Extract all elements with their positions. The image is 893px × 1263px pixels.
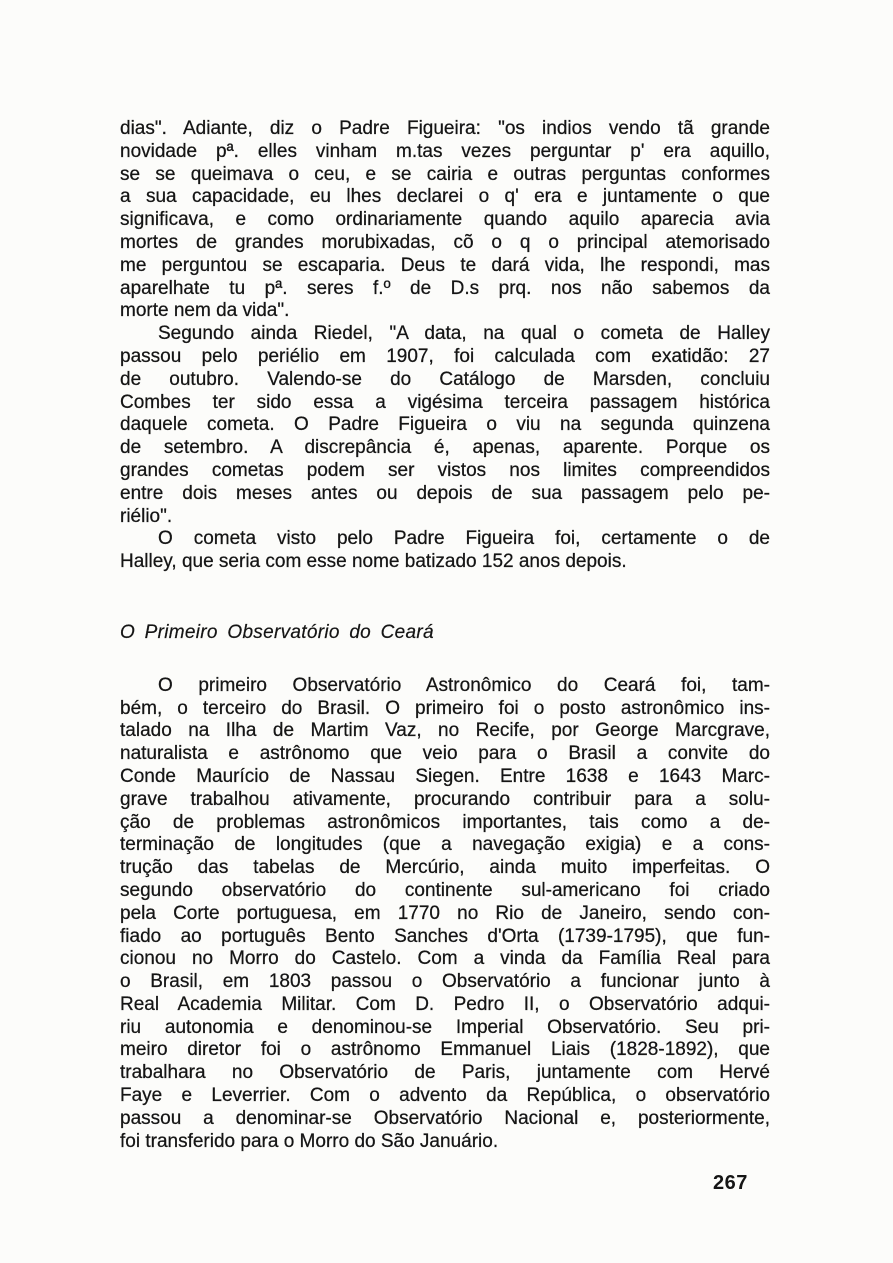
paragraph (120, 675, 770, 1154)
text-line: terminação de longitudes (que a navegação exigia) e a cons- (120, 834, 770, 856)
paragraph (120, 323, 770, 528)
text-line: naturalista e astrônomo que veio para o Brasil a convite do (120, 743, 770, 765)
text-line: se se queimava o ceu, e se cairia e outras perguntas conformes (120, 163, 770, 185)
text-line: o Brasil, em 1803 passou o Observatório a funcionar junto à (120, 971, 770, 993)
text-line: trução das tabelas de Mercúrio, ainda muito imperfeitas. O (120, 857, 770, 879)
text-line: riu autonomia e denominou-se Imperial Observatório. Seu pri- (120, 1016, 770, 1038)
text-line: fiado ao português Bento Sanches d'Orta (1739-1795), que fun- (120, 925, 770, 947)
text-line: entre dois meses antes ou depois de sua passagem pelo pe- (120, 482, 770, 504)
text-line: ção de problemas astronômicos importantes, tais como a de- (120, 811, 770, 833)
text-line: talado na Ilha de Martim Vaz, no Recife, por George Marcgrave, (120, 720, 770, 742)
text-line: morte nem da vida". (120, 300, 290, 322)
text-line: Segundo ainda Riedel, "A data, na qual o cometa de Halley (158, 323, 770, 345)
text-line: mortes de grandes morubixadas, cõ o q o principal atemorisado (120, 231, 770, 253)
text-line: O primeiro Observatório Astronômico do Ceará foi, tam- (158, 674, 770, 696)
text-line: meiro diretor foi o astrônomo Emmanuel Liais (1828-1892), que (120, 1039, 770, 1061)
text-line: riélio". (120, 505, 173, 527)
text-line: dias". Adiante, diz o Padre Figueira: "os indios vendo tã grande (120, 118, 770, 139)
paragraph (120, 118, 770, 323)
text-column (120, 118, 770, 1153)
text-line: novidade pª. elles vinham m.tas vezes perguntar p' era aquillo, (120, 140, 770, 162)
page-number: 267 (713, 1172, 748, 1194)
text-line: aparelhate tu pª. seres f.º de D.s prq. nos não sabemos da (120, 277, 770, 299)
text-line: Faye e Leverrier. Com o advento da República, o observatório (120, 1085, 770, 1107)
text-line: cionou no Morro do Castelo. Com a vinda da Família Real para (120, 948, 770, 970)
text-line: O cometa visto pelo Padre Figueira foi, certamente o de (158, 528, 770, 550)
text-line: foi transferido para o Morro do São Januário. (120, 1130, 499, 1152)
text-line: Halley, que seria com esse nome batizado 152 anos depois. (120, 551, 627, 573)
text-line: daquele cometa. O Padre Figueira o viu na segunda quinzena (120, 414, 770, 436)
text-line: passou pelo periélio em 1907, foi calculada com exatidão: 27 (120, 345, 770, 367)
text-line: bém, o terceiro do Brasil. O primeiro foi o posto astronômico ins- (120, 697, 770, 719)
text-line: grandes cometas podem ser vistos nos limites compreendidos (120, 459, 770, 481)
text-line: trabalhara no Observatório de Paris, juntamente com Hervé (120, 1062, 770, 1084)
text-line: Real Academia Militar. Com D. Pedro II, o Observatório adqui- (120, 993, 770, 1015)
text-line: de setembro. A discrepância é, apenas, aparente. Porque os (120, 437, 770, 459)
text-line: grave trabalhou ativamente, procurando contribuir para a solu- (120, 788, 770, 810)
text-line: a sua capacidade, eu lhes declarei o q' era e juntamente o que (120, 186, 770, 208)
paragraph (120, 528, 770, 574)
text-line: Combes ter sido essa a vigésima terceira passagem histórica (120, 391, 770, 413)
text-line: segundo observatório do continente sul-americano foi criado (120, 879, 770, 901)
section-heading: O Primeiro Observatório do Ceará (120, 621, 434, 643)
text-line: significava, e como ordinariamente quando aquilo aparecia avia (120, 209, 770, 231)
text-line: Conde Maurício de Nassau Siegen. Entre 1638 e 1643 Marc- (120, 765, 770, 787)
text-line: me perguntou se escaparia. Deus te dará vida, lhe respondi, mas (120, 254, 770, 276)
text-line: passou a denominar-se Observatório Nacional e, posteriormente, (120, 1107, 770, 1129)
text-line: pela Corte portuguesa, em 1770 no Rio de Janeiro, sendo con- (120, 902, 770, 924)
text-line: de outubro. Valendo-se do Catálogo de Marsden, concluiu (120, 368, 770, 390)
